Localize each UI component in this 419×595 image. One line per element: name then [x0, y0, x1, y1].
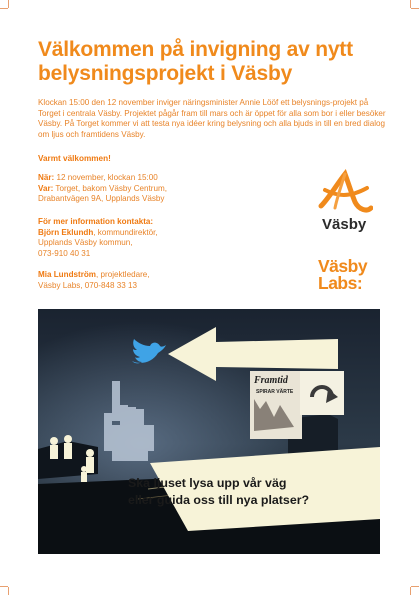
- photo-caption: [128, 475, 328, 509]
- poster-billboard: [250, 371, 302, 439]
- contact-heading: För mer information kontakta:: [38, 217, 154, 226]
- contact-name: Mia Lundström: [38, 270, 97, 279]
- intro-paragraph: Klockan 15:00 den 12 november inviger näringsminister Annie Lööf ett belysnings-projekt på Torget i centrala Väsby. Projektet pågår fram till mars och är öppet för alla som bor i eller besöker Väsby. På Torget kommer vi att testa nya idéer kring belysning och alla bjuds in till en bred dialog om ljus och framtidens Väsby.: [38, 98, 386, 139]
- where-label: Var:: [38, 183, 54, 193]
- contact-block: [38, 217, 158, 259]
- welcome-text: Varmt välkommen!: [38, 154, 111, 163]
- when-label: När:: [38, 173, 55, 182]
- labs-line-2: Labs:: [318, 273, 363, 293]
- caption-line-2: eller guida oss till nya platser?: [128, 493, 310, 507]
- contact-role: , kommundirektör,: [93, 227, 158, 237]
- where-address: Drabantvägen 9A, Upplands Väsby: [38, 194, 165, 204]
- vasby-labs-logo: [318, 258, 378, 292]
- event-where: [38, 184, 167, 205]
- poster-subtitle: SPIRAR VÄRTE: [256, 389, 294, 395]
- contact-name: Björn Eklundh: [38, 227, 94, 237]
- page-title: Välkommen på invigning av nytt belysningsprojekt i Väsby: [38, 38, 353, 85]
- contact-phone: 073-910 40 31: [38, 248, 91, 258]
- contact-details: Väsby Labs, 070-848 33 13: [38, 280, 137, 290]
- when-value: 12 november, klockan 15:00: [56, 173, 158, 182]
- where-value: Torget, bakom Väsby Centrum,: [55, 183, 167, 193]
- contact-org: Upplands Väsby kommun,: [38, 238, 133, 248]
- caption-line-1: Ska ljuset lysa upp vår väg: [128, 476, 287, 490]
- poster-title: Framtid: [254, 375, 288, 386]
- refresh-icon: [300, 371, 344, 415]
- event-when: [38, 173, 158, 184]
- contact-role: , projektledare,: [96, 270, 150, 279]
- labs-line-1: Väsby: [318, 256, 368, 276]
- event-photo: [38, 309, 380, 554]
- contact-block-2: [38, 270, 150, 291]
- vasby-logo-text: Väsby: [322, 216, 367, 233]
